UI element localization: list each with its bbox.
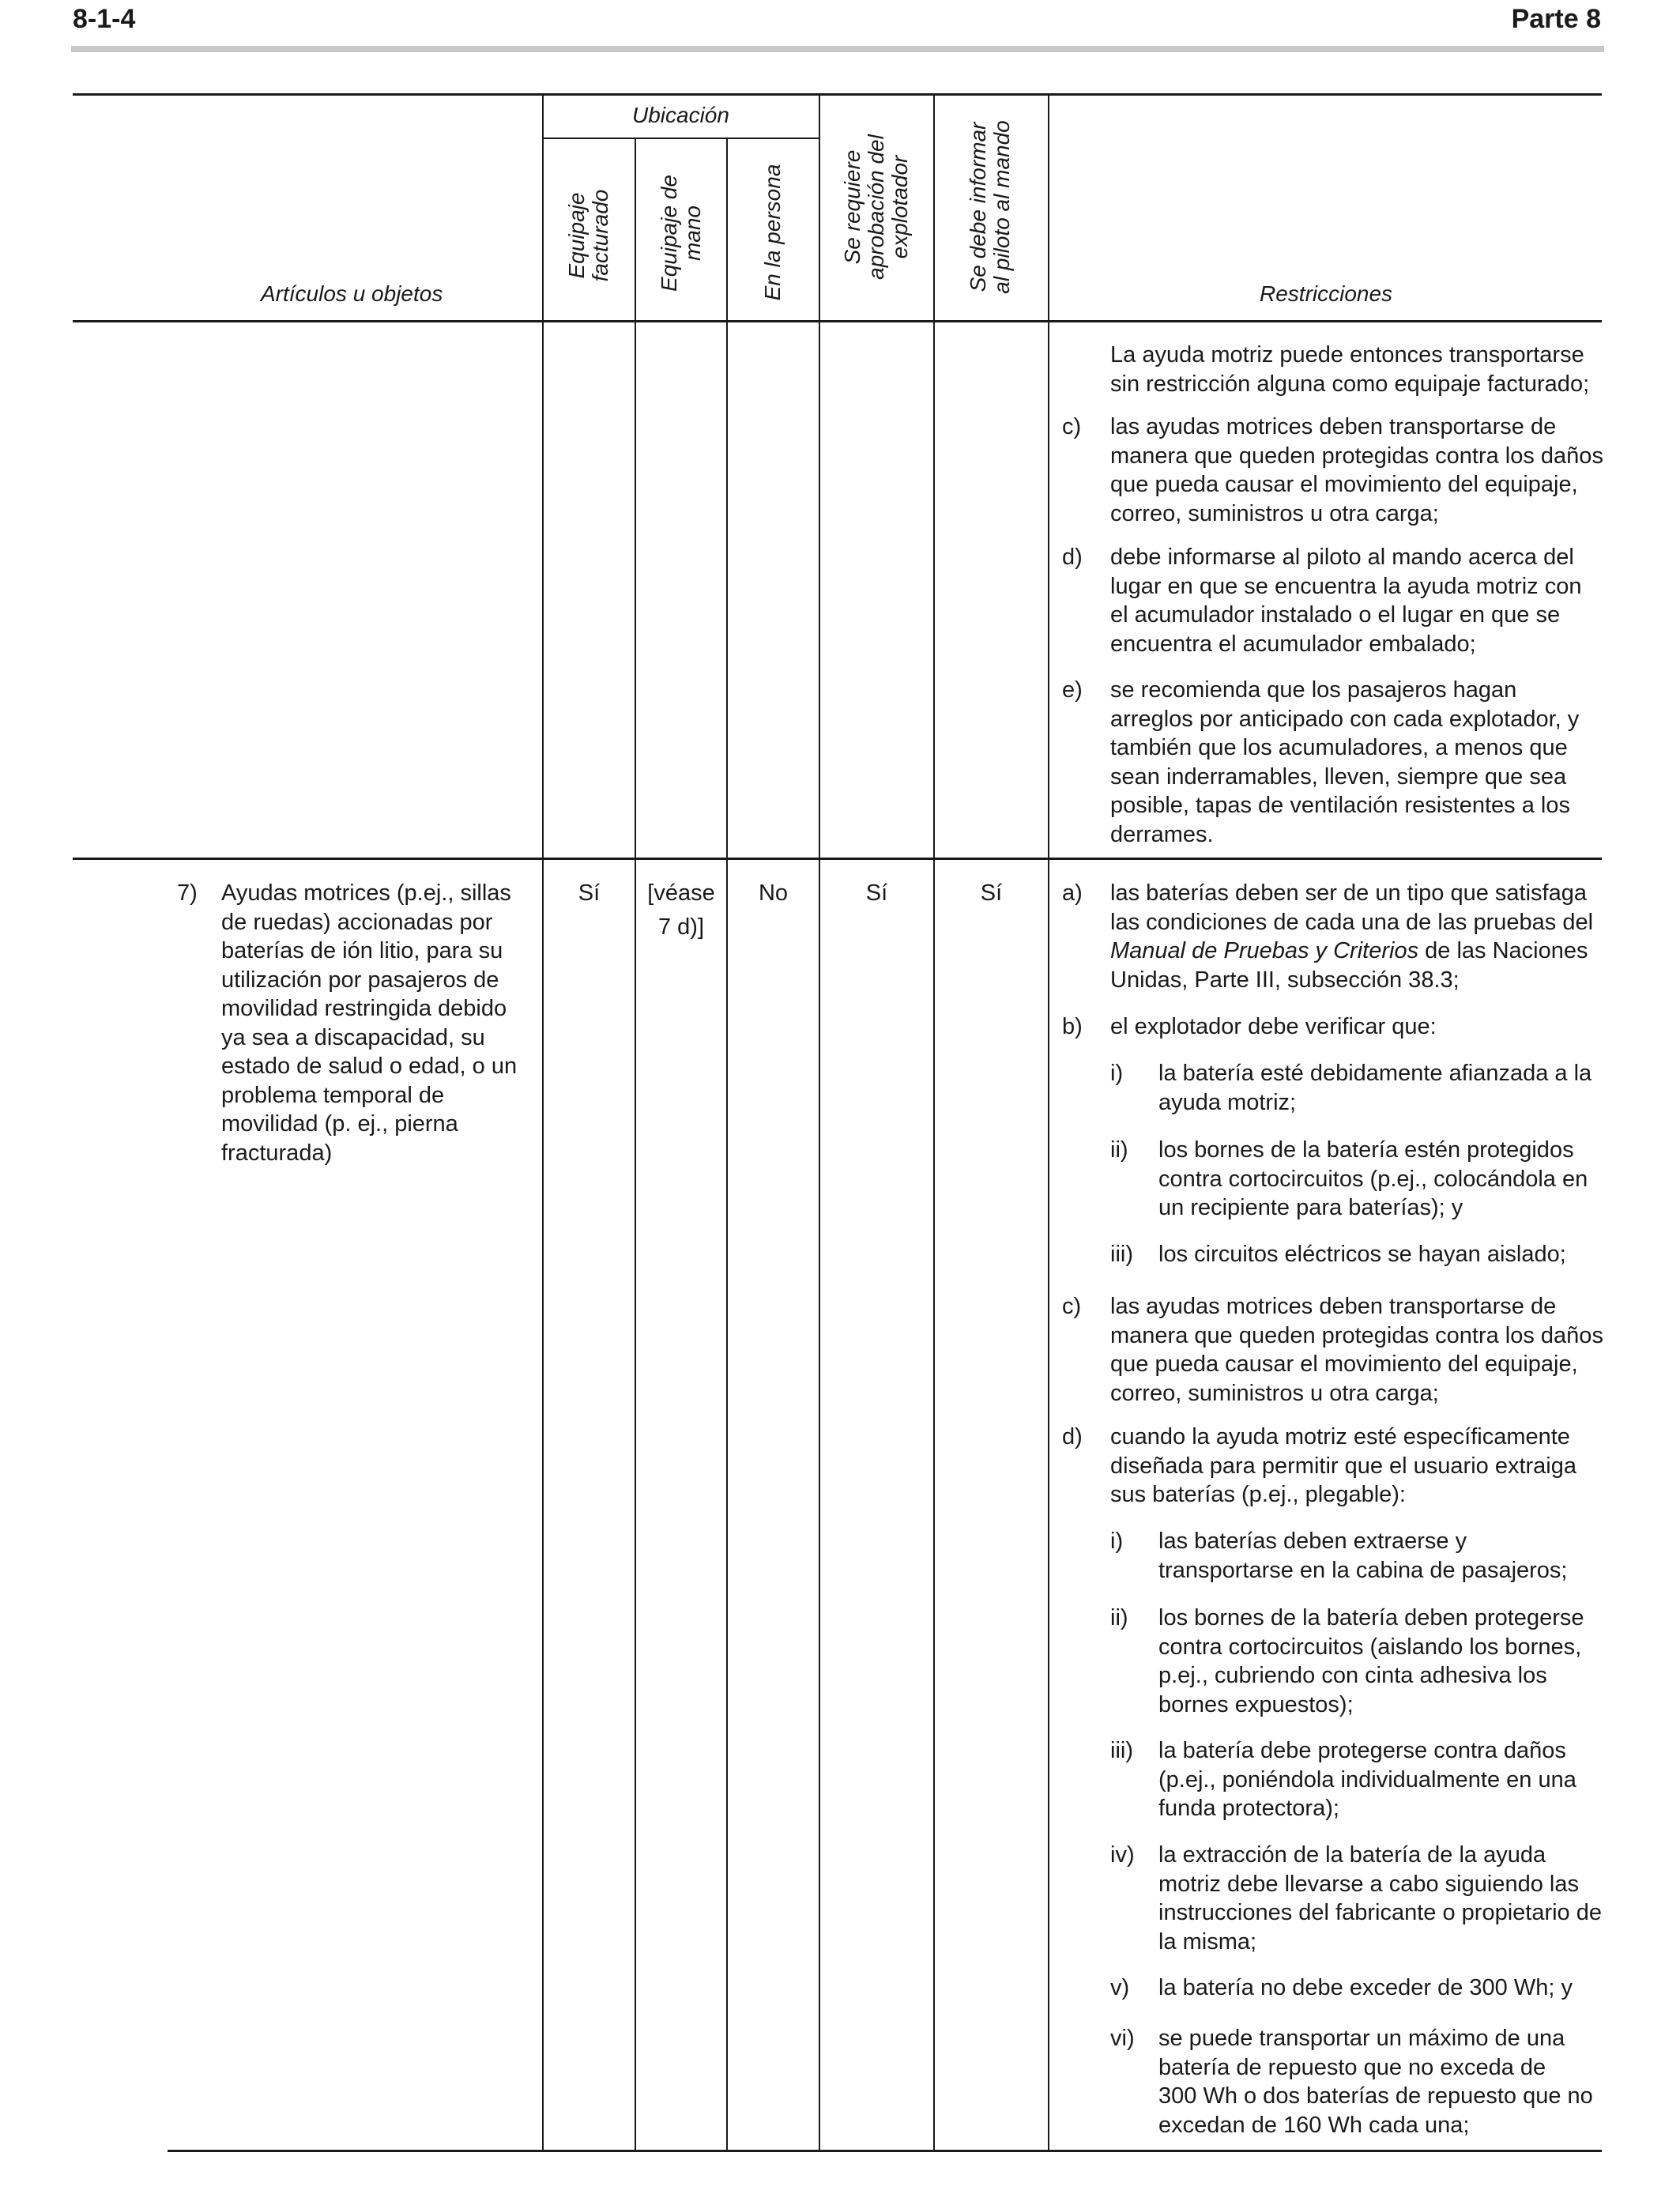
header-on-person-line1: En la persona: [760, 164, 785, 301]
text-line: que pueda causar el movimiento del equipaje,: [1110, 472, 1578, 497]
header-checked-line2: facturado: [588, 189, 612, 282]
row7-d-iii-label: iii): [1110, 1738, 1133, 1763]
text-line: 7 d)]: [657, 914, 705, 940]
row7-b-text: el explotador debe verificar que:: [1110, 1014, 1437, 1039]
text-line: fracturada): [221, 1140, 333, 1166]
text-line: la misma;: [1158, 1928, 1257, 1955]
text-line: ayuda motriz;: [1158, 1089, 1297, 1115]
prev-item-c-text: [1110, 413, 1603, 528]
header-location-group: Ubicación: [632, 103, 729, 127]
text-line: [1110, 937, 1593, 966]
row7-d-i-text: [1158, 1527, 1567, 1585]
row7-d-vi-text: [1158, 2024, 1593, 2139]
text-line: de ruedas) accionadas por: [221, 909, 493, 935]
text-line: batería de repuesto que no exceda de: [1158, 2054, 1546, 2080]
text-line: problema temporal de: [221, 1082, 445, 1108]
text-line: las ayudas motrices deben transportarse de: [1110, 414, 1557, 439]
row7-a-label: a): [1062, 880, 1083, 906]
row7-carry-on: [636, 879, 726, 941]
row7-d-iv-label: iv): [1110, 1842, 1135, 1868]
row7-b-ii-text: [1158, 1136, 1588, 1223]
row7-d-iii-text: [1158, 1736, 1576, 1823]
text-line: la batería debe protegerse contra daños: [1158, 1738, 1566, 1763]
header-rule: [71, 46, 1604, 52]
header-inform-pilot: [966, 120, 1014, 293]
text-line: estado de salud o edad, o un: [221, 1054, 518, 1079]
row7-approval: Sí: [865, 880, 888, 906]
text-line: baterías de ión litio, para su: [221, 938, 503, 963]
text-line: los circuitos eléctricos se hayan aislado;: [1158, 1242, 1566, 1267]
text-line: movilidad (p. ej., pierna: [221, 1111, 458, 1137]
text-line: debe informarse al piloto al mando acerca del: [1110, 545, 1574, 570]
text-line: las baterías deben ser de un tipo que satisfaga: [1110, 880, 1587, 906]
row7-c-text: [1110, 1292, 1603, 1408]
row7-b-ii-label: ii): [1110, 1137, 1128, 1163]
col-divider-4: [819, 93, 820, 2151]
text-line: se puede transportar un máximo de una: [1158, 2026, 1565, 2051]
text-line: las condiciones de cada una de las pruebas del: [1110, 909, 1594, 935]
text-line: Ayudas motrices (p.ej., sillas: [221, 880, 511, 906]
text-line: arreglos por anticipado con cada explotador, y: [1110, 706, 1580, 732]
row-divider: [73, 858, 1602, 860]
row7-checked: Sí: [578, 880, 601, 906]
row7-b-i-label: i): [1110, 1061, 1124, 1086]
text-line: correo, suministros u otra carga;: [1110, 1380, 1439, 1406]
header-checked-baggage: [565, 190, 612, 282]
text-line: que pueda causar el movimiento del equipaje,: [1110, 1351, 1578, 1377]
text-line: 300 Wh o dos baterías de repuesto que no: [1158, 2083, 1593, 2109]
row7-d-v-text: [1158, 1973, 1573, 2003]
manual-title: Manual de Pruebas y Criterios: [1110, 938, 1419, 963]
text-line: p.ej., cubriendo con cinta adhesiva los: [1158, 1663, 1547, 1688]
header-approval-line2: aprobación del: [864, 134, 888, 280]
text-line: sin restricción alguna como equipaje facturado;: [1110, 371, 1590, 397]
row7-d-label: d): [1062, 1424, 1083, 1449]
text-line: cuando la ayuda motriz esté específicamente: [1110, 1424, 1570, 1449]
header-approval: [841, 134, 912, 280]
row7-a-text: [1110, 879, 1593, 994]
text-line: la extracción de la batería de la ayuda: [1158, 1842, 1546, 1868]
prev-item-d-text: [1110, 543, 1581, 658]
location-group-rule: [542, 138, 819, 139]
header-inform-line1: Se debe informar: [966, 122, 990, 292]
row7-d-i-label: i): [1110, 1529, 1124, 1554]
text-line: utilización por pasajeros de: [221, 967, 499, 993]
text-line: [véase: [647, 880, 715, 906]
row7-b-iii-label: iii): [1110, 1242, 1133, 1267]
header-checked-line1: Equipaje: [564, 192, 589, 279]
prev-intro: [1110, 341, 1589, 398]
text-line: bornes expuestos);: [1158, 1691, 1354, 1717]
table-top-rule: [73, 93, 1602, 96]
text-span: de las Naciones: [1418, 938, 1588, 963]
header-carry-on-line1: Equipaje de: [657, 175, 681, 292]
row7-b-iii-text: [1158, 1240, 1566, 1269]
text-line: instrucciones del fabricante o propietario de: [1158, 1900, 1602, 1925]
row7-d-v-label: v): [1110, 1975, 1130, 2000]
header-carry-on: [657, 175, 705, 292]
row7-d-iv-text: [1158, 1841, 1602, 1956]
row7-d-ii-text: [1158, 1604, 1584, 1719]
row7-inform: Sí: [980, 880, 1003, 906]
row7-b-i-text: [1158, 1059, 1591, 1117]
prev-item-c-label: c): [1062, 414, 1082, 439]
table-header-bottom-rule: [73, 320, 1602, 322]
text-line: contra cortocircuitos (p.ej., colocándola en: [1158, 1166, 1588, 1192]
text-line: también que los acumuladores, a menos que: [1110, 735, 1568, 760]
prev-item-d-label: d): [1062, 545, 1083, 570]
text-line: encuentra el acumulador embalado;: [1110, 631, 1476, 657]
header-articles: Artículos u objetos: [261, 281, 443, 306]
col-divider-1: [542, 93, 544, 2151]
part-label: Parte 8: [1511, 4, 1601, 34]
header-carry-on-line2: mano: [680, 205, 705, 262]
text-line: ya sea a discapacidad, su: [221, 1024, 485, 1050]
text-line: un recipiente para baterías); y: [1158, 1195, 1463, 1220]
text-line: las baterías deben extraerse y: [1158, 1529, 1467, 1554]
col-divider-6: [1048, 93, 1049, 2151]
col-divider-5: [933, 93, 935, 2151]
row7-c-label: c): [1062, 1294, 1082, 1319]
row7-d-vi-label: vi): [1110, 2026, 1135, 2051]
text-line: motriz debe llevarse a cabo siguiendo las: [1158, 1871, 1579, 1897]
text-line: sus baterías (p.ej., plegable):: [1110, 1482, 1406, 1507]
header-approval-line1: Se requiere: [840, 149, 864, 265]
prev-item-e-label: e): [1062, 677, 1083, 703]
col-divider-3: [726, 138, 728, 2151]
text-line: (p.ej., poniéndola individualmente en una: [1158, 1766, 1576, 1793]
text-line: posible, tapas de ventilación resistentes a los: [1110, 793, 1570, 818]
text-line: Unidas, Parte III, subsección 38.3;: [1110, 967, 1460, 993]
page-number: 8-1-4: [73, 4, 136, 34]
text-line: manera que queden protegidas contra los daños: [1110, 1322, 1603, 1348]
text-line: la batería no debe exceder de 300 Wh; y: [1158, 1975, 1573, 2000]
text-line: excedan de 160 Wh cada una;: [1158, 2112, 1470, 2138]
header-on-person: [761, 164, 785, 301]
text-line: el acumulador instalado o el lugar en que se: [1110, 602, 1561, 628]
row7-d-ii-label: ii): [1110, 1605, 1128, 1630]
text-line: diseñada para permitir que el usuario extraiga: [1110, 1453, 1577, 1479]
text-line: La ayuda motriz puede entonces transportarse: [1110, 342, 1584, 368]
text-line: correo, suministros u otra carga;: [1110, 500, 1439, 526]
row7-on-person: No: [758, 880, 789, 906]
header-inform-line2: al piloto al mando: [989, 120, 1014, 294]
text-line: movilidad restringida debido: [221, 996, 507, 1021]
prev-item-e-text: [1110, 676, 1579, 849]
text-line: los bornes de la batería deben protegerse: [1158, 1605, 1584, 1630]
header-approval-line3: explotador: [887, 155, 912, 259]
text-line: manera que queden protegidas contra los daños: [1110, 443, 1603, 469]
text-line: se recomienda que los pasajeros hagan: [1110, 677, 1517, 703]
text-line: contra cortocircuitos (aislando los bornes,: [1158, 1634, 1582, 1660]
text-line: las ayudas motrices deben transportarse de: [1110, 1294, 1557, 1319]
text-line: los bornes de la batería estén protegidos: [1158, 1137, 1574, 1163]
text-line: funda protectora);: [1158, 1796, 1339, 1821]
text-line: sean inderramables, lleven, siempre que sea: [1110, 763, 1567, 790]
row7-b-label: b): [1062, 1014, 1083, 1039]
table-bottom-rule: [168, 2150, 1602, 2152]
row7-d-text: [1110, 1423, 1576, 1510]
header-restrictions: Restricciones: [1260, 281, 1393, 306]
row7-number: 7): [177, 880, 198, 906]
text-line: transportarse en la cabina de pasajeros;: [1158, 1557, 1568, 1583]
col-divider-2: [635, 138, 636, 2151]
text-line: derrames.: [1110, 821, 1214, 847]
text-line: lugar en que se encuentra la ayuda motriz con: [1110, 573, 1582, 599]
text-line: la batería esté debidamente afianzada a la: [1158, 1061, 1592, 1086]
row7-article: [221, 879, 517, 1167]
